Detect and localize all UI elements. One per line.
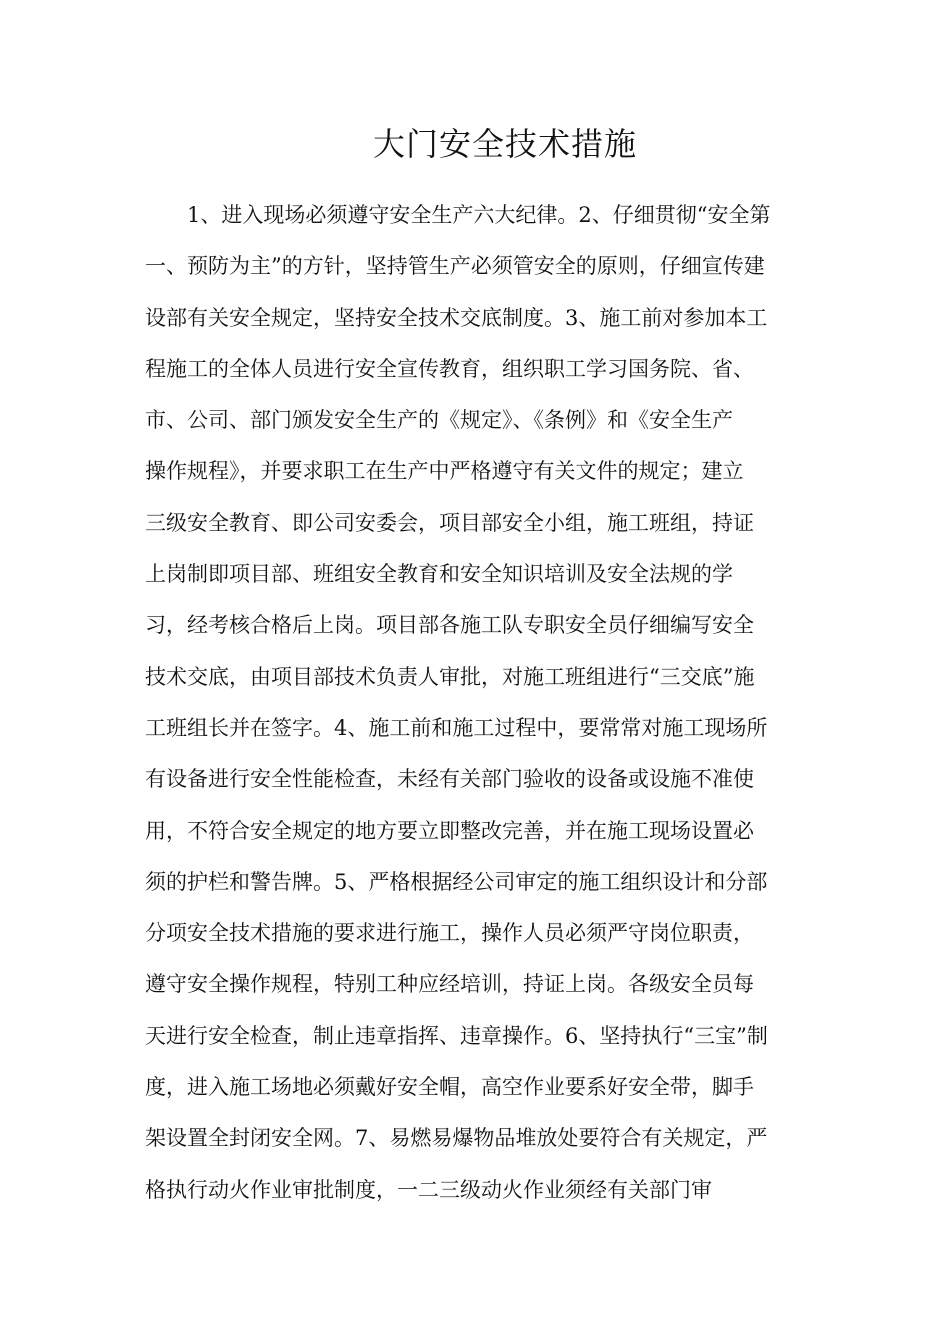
body-line: 分项安全技术措施的要求进行施工，操作人员必须严守岗位职责， [145,921,754,946]
body-line: 遵守安全操作规程，特别工种应经培训，持证上岗。各级安全员每 [145,972,754,997]
body-line: 设部有关安全规定，坚持安全技术交底制度。3、施工前对参加本工 [145,305,768,330]
body-line: 习，经考核合格后上岗。项目部各施工队专职安全员仔细编写安全 [145,613,754,638]
body-line: 架设置全封闭安全网。7、易燃易爆物品堆放处要符合有关规定，严 [145,1126,768,1151]
body-line: 度，进入施工场地必须戴好安全帽，高空作业要系好安全带，脚手 [145,1075,754,1100]
body-line: 一、预防为主”的方针，坚持管生产必须管安全的原则，仔细宣传建 [145,254,765,279]
body-line: 格执行动火作业审批制度，一二三级动火作业须经有关部门审 [145,1177,712,1202]
body-line: 有设备进行安全性能检查，未经有关部门验收的设备或设施不准使 [145,767,754,792]
body-line: 市、公司、部门颁发安全生产的《规定》、《条例》和《安全生产 [145,408,733,433]
body-line: 用，不符合安全规定的地方要立即整改完善，并在施工现场设置必 [145,818,754,843]
body-line: 技术交底，由项目部技术负责人审批，对施工班组进行“三交底”施 [145,664,755,689]
body-line: 天进行安全检查，制止违章指挥、违章操作。6、坚持执行“三宝”制 [145,1023,768,1048]
body-line: 程施工的全体人员进行安全宣传教育，组织职工学习国务院、省、 [145,356,754,381]
body-line: 上岗制即项目部、班组安全教育和安全知识培训及安全法规的学 [145,562,733,587]
document-body [145,190,805,1216]
body-line: 操作规程》，并要求职工在生产中严格遵守有关文件的规定；建立 [145,459,744,484]
document-title: 大门安全技术措施 [372,125,637,163]
body-line: 三级安全教育、即公司安委会，项目部安全小组，施工班组，持证 [145,510,754,535]
body-line: 1、进入现场必须遵守安全生产六大纪律。2、仔细贯彻“安全第 [145,203,771,227]
body-line: 工班组长并在签字。4、施工前和施工过程中，要常常对施工现场所 [145,715,768,740]
body-line: 须的护栏和警告牌。5、严格根据经公司审定的施工组织设计和分部 [145,869,768,894]
